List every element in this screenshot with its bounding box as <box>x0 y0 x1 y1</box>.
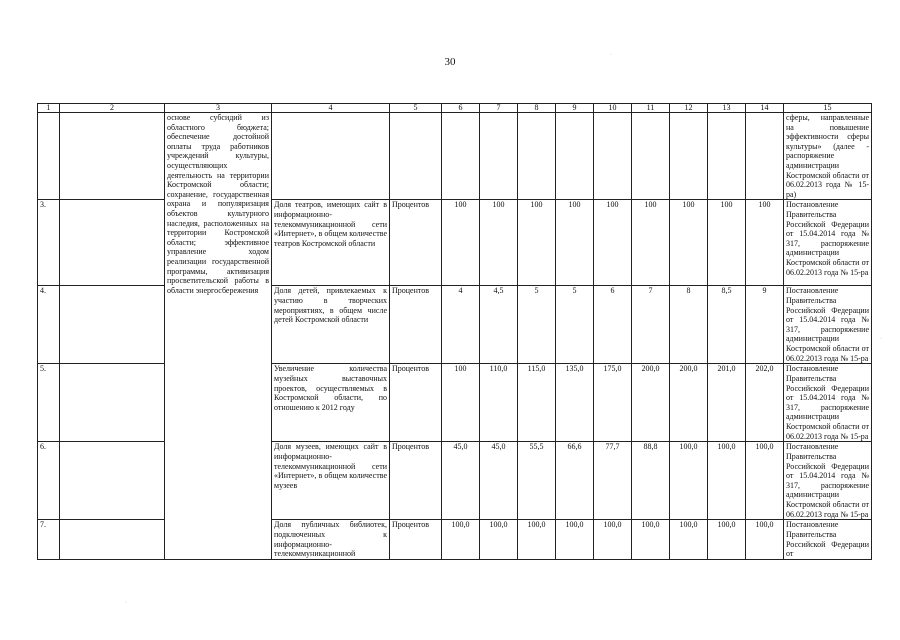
page-number: 30 <box>444 56 456 68</box>
unit-cell: Процентов <box>390 286 442 364</box>
unit-cell: Процентов <box>390 364 442 442</box>
column-header: 3 <box>165 104 272 113</box>
value-cell: 200,0 <box>670 364 708 442</box>
column-header: 6 <box>442 104 480 113</box>
row-number-cell: 7. <box>38 520 60 559</box>
table-row <box>38 364 872 442</box>
value-cell: 100 <box>632 200 670 286</box>
value-cell <box>708 113 746 200</box>
value-cell: 5 <box>556 286 594 364</box>
col2-cell <box>60 286 165 364</box>
value-cell: 8,5 <box>708 286 746 364</box>
col2-cell <box>60 442 165 520</box>
value-cell: 5 <box>518 286 556 364</box>
column-header: 1 <box>38 104 60 113</box>
indicator-cell: Доля детей, привлекаемых к участию в творческих мероприятиях, в общем числе детей Костромской области <box>272 286 390 364</box>
basis-cell: Постановление Правительства Российской Федерации от 15.04.2014 года № 317, распоряжение администрации Костромской области от 06.02.2013 года № 15-ра <box>784 442 872 520</box>
value-cell <box>556 113 594 200</box>
value-cell: 100,0 <box>708 442 746 520</box>
value-cell: 4 <box>442 286 480 364</box>
unit-cell <box>390 113 442 200</box>
column-header: 11 <box>632 104 670 113</box>
value-cell: 66,6 <box>556 442 594 520</box>
value-cell: 135,0 <box>556 364 594 442</box>
basis-cell: Постановление Правительства Российской Федерации от 15.04.2014 года № 317, распоряжение администрации Костромской области от 06.02.2013 года № 15-ра <box>784 200 872 286</box>
value-cell <box>670 113 708 200</box>
row-number-cell <box>38 113 60 200</box>
column-header: 2 <box>60 104 165 113</box>
value-cell: 100 <box>556 200 594 286</box>
basis-cell: Постановление Правительства Российской Федерации от <box>784 520 872 559</box>
program-task-cell: основе субсидий из областного бюджета; обеспечение достойной оплаты труда работников учреждений культуры, осуществляющих деятельность на территории Костромской области; сохранение, государственная охрана и популяризация объектов культурного наследия, расположенных на территории Костромской области; эффективное управление ходом реализации государственной программы, активизация просветительской работы в области энергосбережения <box>165 113 272 560</box>
row-number-cell: 4. <box>38 286 60 364</box>
table-header-row <box>38 104 872 113</box>
indicator-cell: Доля театров, имеющих сайт в информационно-телекоммуникационной сети «Интернет», в общем количестве театров Костромской области <box>272 200 390 286</box>
column-header: 15 <box>784 104 872 113</box>
unit-cell: Процентов <box>390 442 442 520</box>
value-cell: 100,0 <box>518 520 556 559</box>
column-header: 14 <box>746 104 784 113</box>
unit-cell: Процентов <box>390 520 442 559</box>
column-header: 4 <box>272 104 390 113</box>
value-cell <box>518 113 556 200</box>
scan-speck: · <box>125 600 127 606</box>
indicator-cell: Доля музеев, имеющих сайт в информационно-телекоммуникационной сети «Интернет», в общем количестве музеев <box>272 442 390 520</box>
col2-cell <box>60 364 165 442</box>
table-row <box>38 442 872 520</box>
value-cell: 115,0 <box>518 364 556 442</box>
value-cell: 100,0 <box>594 520 632 559</box>
value-cell: 100,0 <box>480 520 518 559</box>
value-cell: 100 <box>518 200 556 286</box>
value-cell: 200,0 <box>632 364 670 442</box>
value-cell: 100 <box>746 200 784 286</box>
indicator-cell <box>272 113 390 200</box>
value-cell: 110,0 <box>480 364 518 442</box>
value-cell: 202,0 <box>746 364 784 442</box>
value-cell: 100,0 <box>632 520 670 559</box>
value-cell <box>746 113 784 200</box>
value-cell <box>442 113 480 200</box>
value-cell: 88,8 <box>632 442 670 520</box>
value-cell: 100 <box>594 200 632 286</box>
value-cell <box>594 113 632 200</box>
value-cell <box>480 113 518 200</box>
row-number-cell: 6. <box>38 442 60 520</box>
value-cell: 7 <box>632 286 670 364</box>
value-cell: 100,0 <box>556 520 594 559</box>
row-number-cell: 3. <box>38 200 60 286</box>
col2-cell <box>60 113 165 200</box>
value-cell: 9 <box>746 286 784 364</box>
column-header: 13 <box>708 104 746 113</box>
indicators-table <box>37 103 872 560</box>
table-row <box>38 200 872 286</box>
value-cell: 100,0 <box>670 442 708 520</box>
value-cell: 6 <box>594 286 632 364</box>
column-header: 7 <box>480 104 518 113</box>
value-cell: 201,0 <box>708 364 746 442</box>
value-cell: 45,0 <box>480 442 518 520</box>
value-cell: 4,5 <box>480 286 518 364</box>
table-row <box>38 286 872 364</box>
value-cell: 100,0 <box>442 520 480 559</box>
value-cell: 100,0 <box>746 442 784 520</box>
value-cell: 77,7 <box>594 442 632 520</box>
value-cell: 45,0 <box>442 442 480 520</box>
col2-cell <box>60 520 165 559</box>
column-header: 12 <box>670 104 708 113</box>
indicator-cell: Увеличение количества музейных выставочных проектов, осуществляемых в Костромской области, по отношению к 2012 году <box>272 364 390 442</box>
value-cell: 100 <box>442 200 480 286</box>
col2-cell <box>60 200 165 286</box>
unit-cell: Процентов <box>390 200 442 286</box>
value-cell: 100 <box>442 364 480 442</box>
column-header: 8 <box>518 104 556 113</box>
value-cell: 100,0 <box>708 520 746 559</box>
scan-speck: · <box>610 52 612 58</box>
table-body <box>38 104 872 560</box>
value-cell: 100,0 <box>670 520 708 559</box>
basis-cell: сферы, направленные на повышение эффективности сферы культуры» (далее - распоряжение администрации Костромской области от 06.02.2013 года № 15-ра) <box>784 113 872 200</box>
basis-cell: Постановление Правительства Российской Федерации от 15.04.2014 года № 317, распоряжение администрации Костромской области от 06.02.2013 года № 15-ра <box>784 286 872 364</box>
value-cell: 100 <box>670 200 708 286</box>
value-cell: 55,5 <box>518 442 556 520</box>
value-cell: 175,0 <box>594 364 632 442</box>
column-header: 9 <box>556 104 594 113</box>
row-number-cell: 5. <box>38 364 60 442</box>
value-cell: 100 <box>708 200 746 286</box>
column-header: 5 <box>390 104 442 113</box>
table-row <box>38 520 872 559</box>
basis-cell: Постановление Правительства Российской Федерации от 15.04.2014 года № 317, распоряжение администрации Костромской области от 06.02.2013 года № 15-ра <box>784 364 872 442</box>
table-row <box>38 113 872 200</box>
value-cell: 100 <box>480 200 518 286</box>
value-cell <box>632 113 670 200</box>
value-cell: 100,0 <box>746 520 784 559</box>
value-cell: 8 <box>670 286 708 364</box>
column-header: 10 <box>594 104 632 113</box>
indicator-cell: Доля публичных библиотек, подключенных к информационно-телекоммуникационной <box>272 520 390 559</box>
scan-speck: · <box>880 336 882 342</box>
